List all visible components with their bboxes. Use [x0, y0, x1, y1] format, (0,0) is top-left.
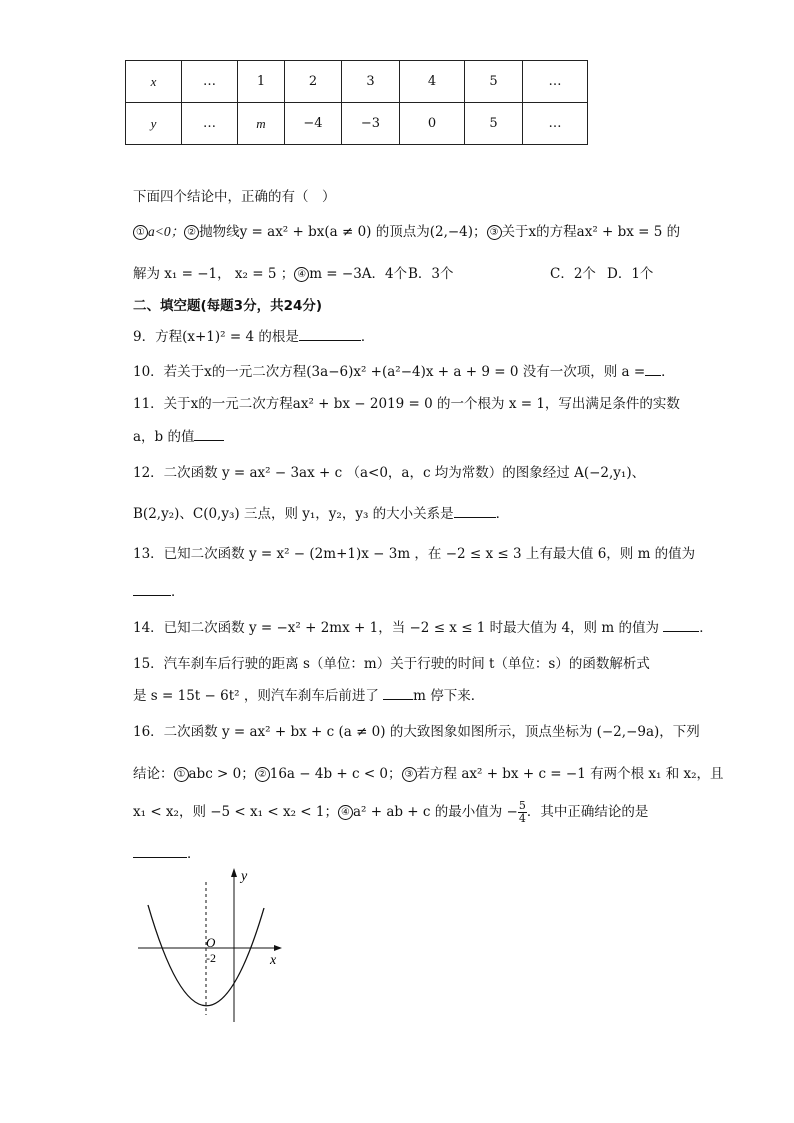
answer-blank	[663, 631, 699, 632]
answer-blank	[454, 517, 496, 518]
circle-4: ④	[338, 805, 353, 820]
q15-line1: 15．汽车刹车后行驶的距离 s（单位：m）关于行驶的时间 t（单位：s）的函数解析式	[133, 656, 650, 672]
q13-line2	[133, 580, 185, 600]
q8-stmt-2: 抛物线y = ax² + bx(a ≠ 0) 的顶点为(2,−4)；	[199, 224, 487, 240]
q8-stmt-1: a<0；	[148, 224, 185, 239]
tick-label: -2	[206, 951, 216, 965]
q12-end: ．	[495, 506, 510, 522]
q12-line2	[133, 502, 509, 522]
q16-stmt-1: abc > 0；	[188, 766, 255, 782]
table-cell: …	[182, 103, 238, 145]
table-cell: m	[238, 103, 285, 145]
q9-text: 9．方程(x+1)² = 4 的根是	[133, 329, 299, 345]
q16-stmt-3-cont: x₁ < x₂，则 −5 < x₁ < x₂ < 1；	[133, 804, 338, 820]
section-heading: 二、填空题(每题3分，共24分)	[133, 298, 323, 314]
q9	[133, 325, 374, 345]
table-cell: 2	[285, 61, 342, 103]
q13-end: ．	[171, 584, 185, 600]
q8-prompt: 下面四个结论中，正确的有（ ）	[133, 189, 336, 205]
answer-blank	[133, 595, 171, 596]
table-cell: x	[126, 61, 182, 103]
table-cell: …	[523, 103, 588, 145]
q15-text: 是 s = 15t − 6t² ，则汽车刹车后前进了	[133, 688, 379, 704]
q15-end: m 停下来．	[413, 688, 485, 704]
parabola-graph	[130, 860, 300, 1030]
fraction-denominator: 4	[518, 812, 526, 825]
table-row	[126, 103, 588, 145]
q8-option-b: B．3个	[408, 266, 454, 282]
table-cell: −3	[342, 103, 400, 145]
circle-4: ④	[294, 267, 309, 282]
q16-text: 结论：	[133, 766, 174, 782]
table-cell: 4	[400, 61, 465, 103]
fraction-numerator: 5	[518, 799, 526, 812]
q16-line4	[133, 842, 201, 862]
circle-1: ①	[133, 225, 148, 240]
q16-stmt-3: 若方程 ax² + bx + c = −1 有两个根 x₁ 和 x₂，且	[416, 766, 724, 782]
q11-line1: 11．关于x的一元二次方程ax² + bx − 2019 = 0 的一个根为 x = 1，写出满足条件的实数	[133, 396, 680, 412]
q8-option-c: C．2个	[550, 266, 596, 282]
table-cell: 1	[238, 61, 285, 103]
answer-blank	[383, 699, 413, 700]
x-axis-label: x	[270, 953, 277, 968]
q10-text: 10．若关于x的一元二次方程(3a−6)x² +(a²−4)x + a + 9 = 0 没有一次项，则 a =	[133, 364, 646, 380]
y-axis-arrow	[231, 868, 237, 877]
q16-stmt-4: a² + ab + c 的最小值为 −	[352, 804, 518, 820]
q8-option-d: D．1个	[607, 266, 654, 282]
q14-end: ．	[699, 620, 713, 636]
q8-line2	[133, 262, 407, 282]
fraction	[518, 800, 527, 825]
q16-tail: ．其中正确结论的是	[526, 804, 649, 820]
circle-2: ②	[255, 767, 270, 782]
table-cell: 3	[342, 61, 400, 103]
q16-stmt-2: 16a − 4b + c < 0；	[269, 766, 402, 782]
q15-line2	[133, 684, 484, 704]
q8-stmt-3: 关于x的方程ax² + bx = 5 的	[501, 224, 681, 240]
q9-end: ．	[360, 329, 375, 345]
y-axis-label: y	[241, 869, 248, 884]
circle-2: ②	[184, 225, 199, 240]
answer-blank	[299, 340, 361, 341]
q8-line1	[133, 220, 680, 240]
q13-line1: 13．已知二次函数 y = x² − (2m+1)x − 3m ，在 −2 ≤ x ≤ 3 上有最大值 6，则 m 的值为	[133, 546, 696, 562]
table-cell: 0	[400, 103, 465, 145]
answer-blank	[645, 375, 661, 376]
q16-line2	[133, 762, 724, 782]
q8-stmt-3-cont: 解为 x₁ = −1， x₂ = 5 ；	[133, 266, 295, 282]
q10	[133, 360, 675, 380]
answer-blank	[194, 440, 224, 441]
table-row	[126, 61, 588, 103]
q11-line2	[133, 425, 224, 445]
table-cell: 5	[465, 61, 523, 103]
q16-line3	[133, 800, 648, 825]
table-cell: −4	[285, 103, 342, 145]
table-cell: …	[523, 61, 588, 103]
x-axis-arrow	[274, 945, 282, 951]
table-cell: …	[182, 61, 238, 103]
circle-3: ③	[402, 767, 417, 782]
q10-end: ．	[661, 364, 675, 380]
q16-line1: 16．二次函数 y = ax² + bx + c (a ≠ 0) 的大致图象如图所示，顶点坐标为 (−2,−9a)，下列	[133, 724, 700, 740]
q14	[133, 616, 713, 636]
table-cell: 5	[465, 103, 523, 145]
table-cell: y	[126, 103, 182, 145]
origin-label: O	[206, 935, 216, 950]
q12-text: B(2,y₂)、C(0,y₃) 三点，则 y₁，y₂，y₃ 的大小关系是	[133, 506, 454, 522]
answer-blank	[133, 857, 187, 858]
q11-text: a，b 的值	[133, 429, 195, 445]
q12-line1: 12．二次函数 y = ax² − 3ax + c （a<0，a，c 均为常数）的图象经过 A(−2,y₁)、	[133, 465, 646, 481]
q14-text: 14．已知二次函数 y = −x² + 2mx + 1，当 −2 ≤ x ≤ 1 时最大值为 4，则 m 的值为	[133, 620, 659, 636]
circle-1: ①	[174, 767, 189, 782]
xy-table	[125, 60, 588, 145]
circle-3: ③	[487, 225, 502, 240]
q16-end: ．	[187, 846, 201, 862]
q8-stmt-4: m = −3A．4个	[309, 266, 408, 282]
